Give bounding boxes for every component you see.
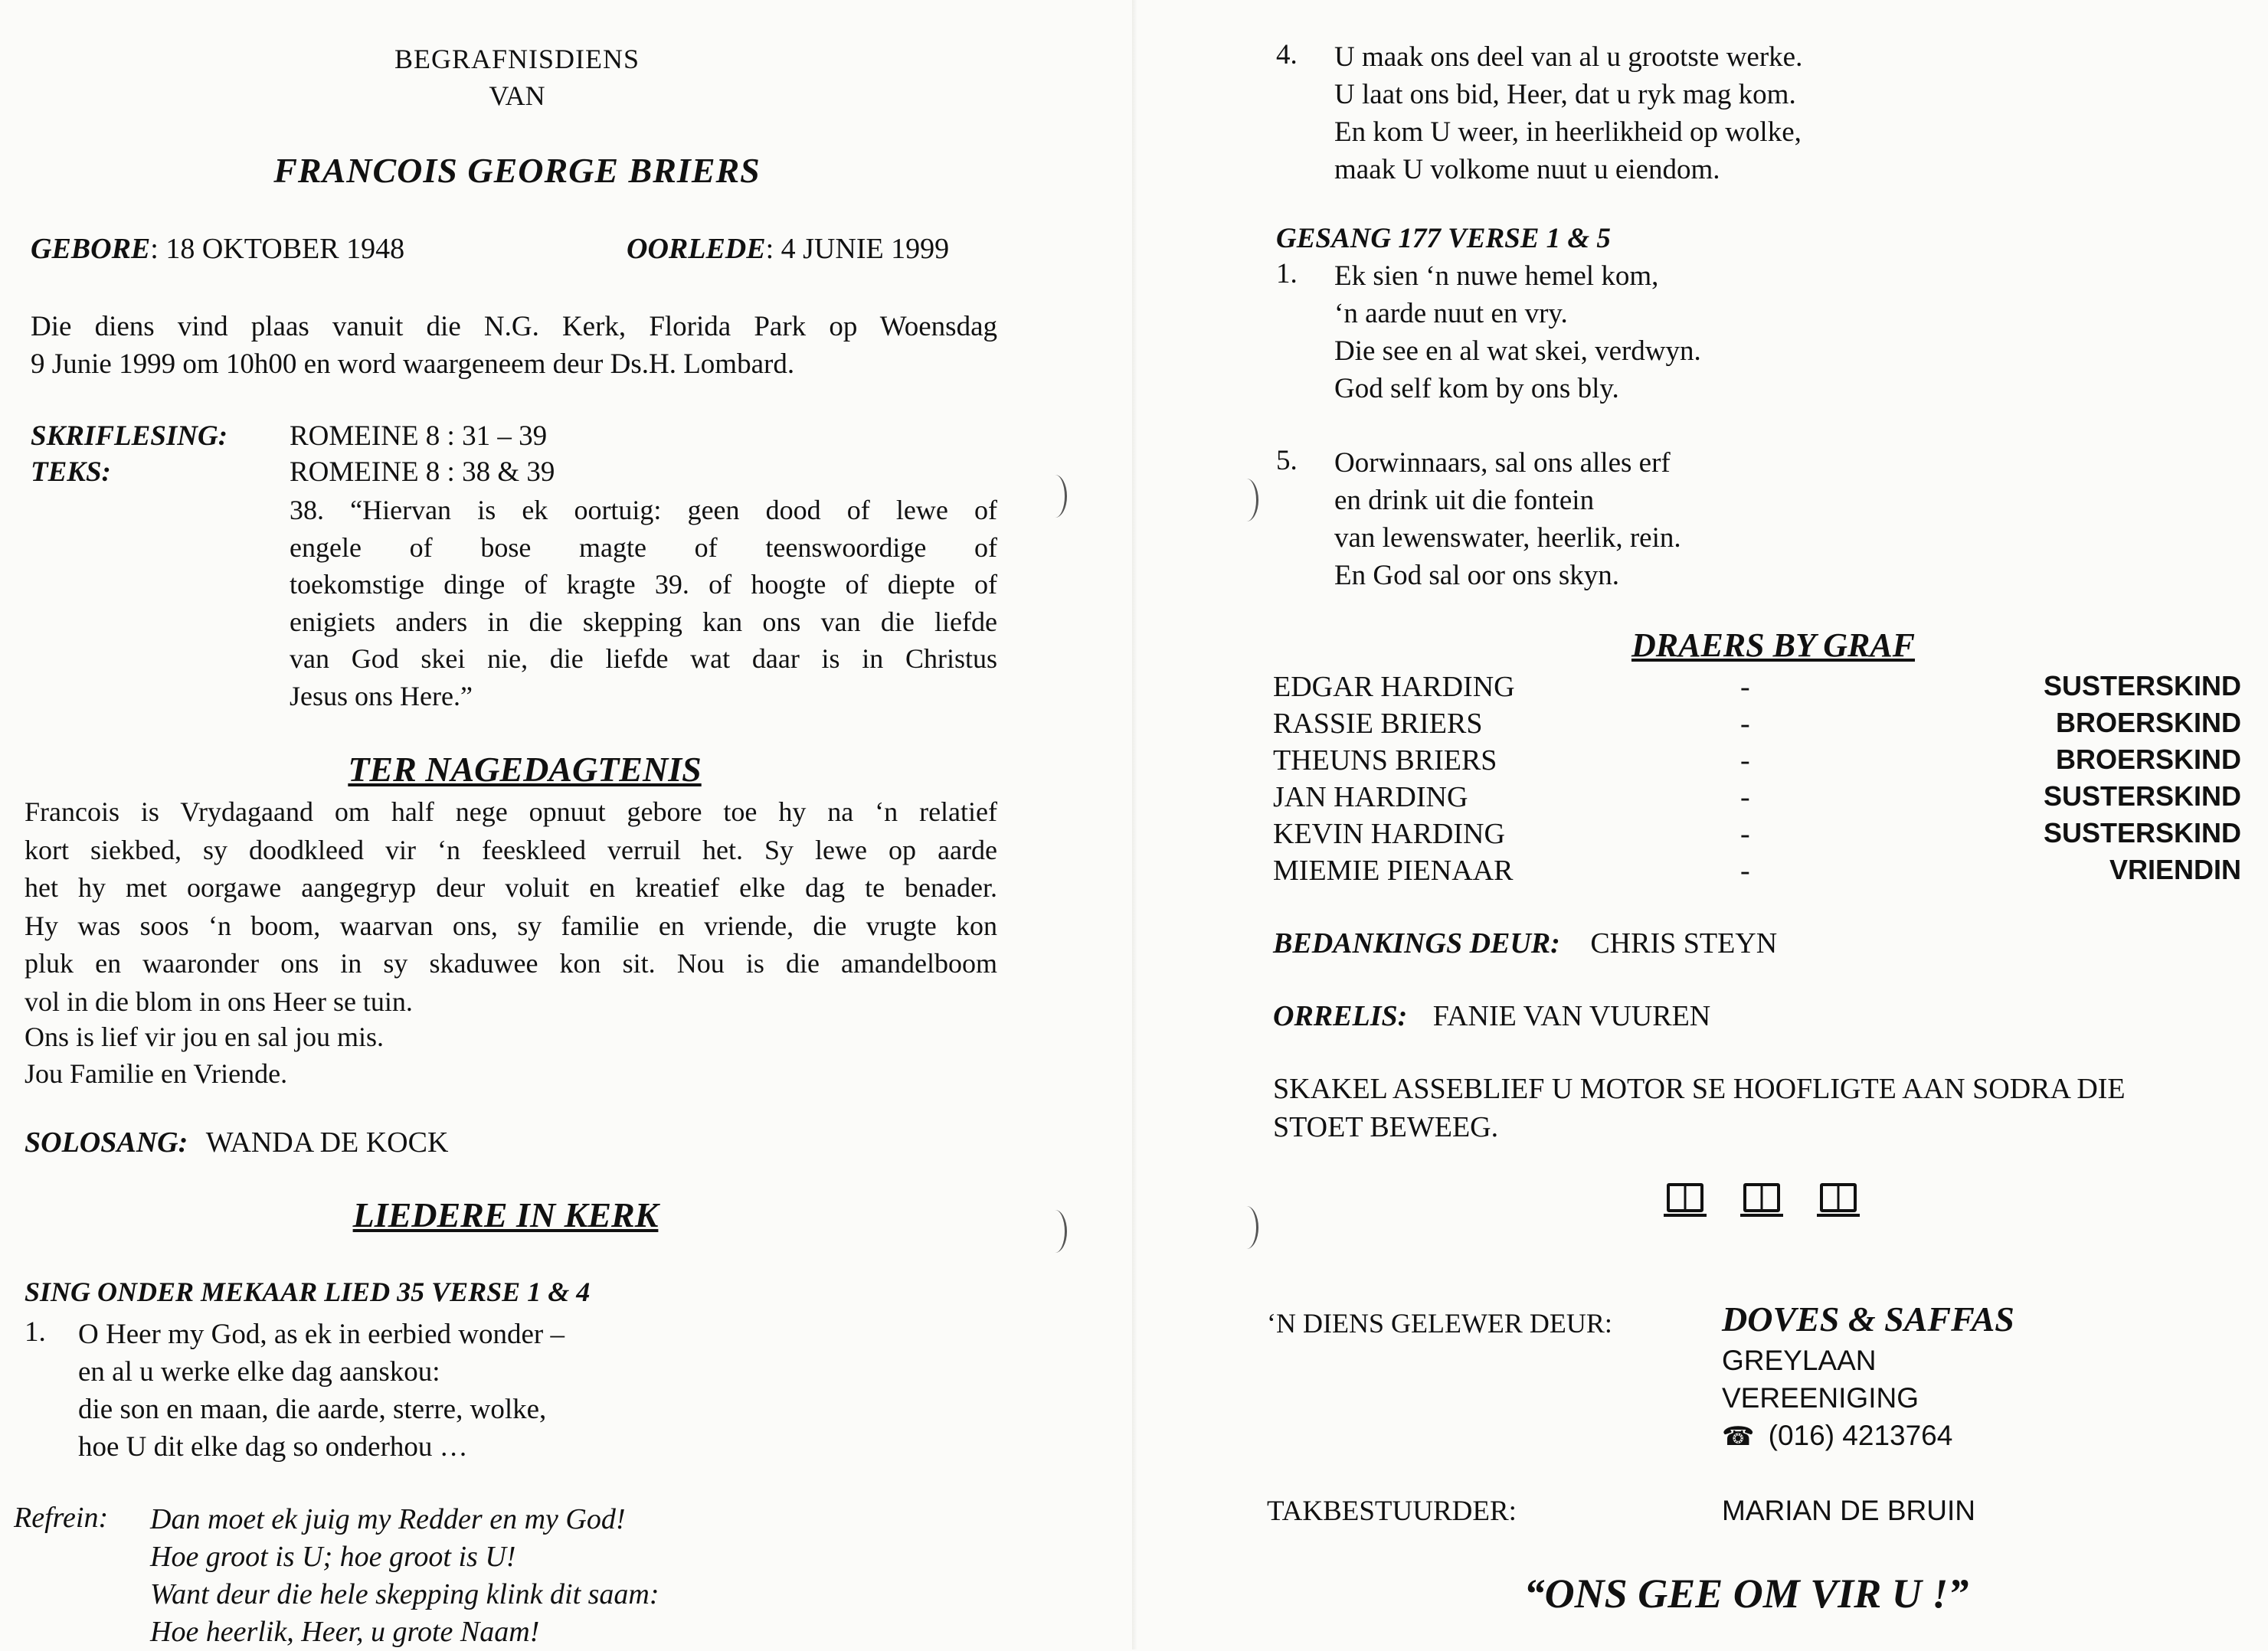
- refrain-line: Hoe heerlik, Heer, u grote Naam!: [150, 1616, 540, 1648]
- song-line: hoe U dit elke dag so onderhou …: [78, 1431, 468, 1463]
- bearer-dash: -: [1740, 781, 1750, 813]
- song2-verse1: [1334, 257, 1701, 407]
- organist-value: FANIE VAN VUUREN: [1432, 1000, 1711, 1032]
- ornament-row: [1609, 1183, 1915, 1216]
- song2-verse1-number: 1.: [1276, 258, 1298, 289]
- punch-hole-left-bottom: [1043, 1210, 1067, 1253]
- memorial-line: Francois is Vrydagaand om half nege opnuut gebore toe hy na ‘n relatief: [25, 796, 997, 827]
- song1-verse4: [1334, 38, 1802, 188]
- scripture-verse: [290, 492, 997, 714]
- bearer-name: EDGAR HARDING: [1273, 671, 1515, 703]
- verse-line: engele of bose magte of teenswoordige of: [290, 531, 997, 563]
- service-line: 9 Junie 1999 om 10h00 en word waargeneem deur Ds.H. Lombard.: [31, 348, 795, 380]
- refrain-line: Dan moet ek juig my Redder en my God!: [150, 1503, 626, 1535]
- bearer-dash: -: [1740, 744, 1750, 776]
- memorial-text: [25, 793, 997, 1021]
- bearer-relation: SUSTERSKIND: [2043, 780, 2241, 812]
- thanks-label: BEDANKINGS DEUR:: [1273, 927, 1560, 960]
- bearer-row: [1273, 780, 2241, 817]
- thanks-row: [1273, 927, 1777, 960]
- refrain-line: Hoe groot is U; hoe groot is U!: [150, 1541, 516, 1573]
- song2-title: GESANG 177 VERSE 1 & 5: [1276, 223, 1611, 254]
- bearers-heading: DRAERS BY GRAF: [1631, 626, 1916, 664]
- slogan: “ONS GEE OM VIR U !”: [1523, 1571, 1969, 1617]
- songs-heading: LIEDERE IN KERK: [352, 1195, 659, 1234]
- song-line: Ek sien ‘n nuwe hemel kom,: [1334, 260, 1659, 292]
- verse-line: enigiets anders in die skepping kan ons van die liefde: [290, 606, 997, 637]
- reading-value: ROMEINE 8 : 31 – 39: [290, 420, 548, 452]
- song-line: en drink uit die fontein: [1334, 485, 1595, 516]
- song2-verse5-number: 5.: [1276, 445, 1298, 476]
- open-book-icon: [1743, 1183, 1780, 1212]
- refrain-text: [150, 1501, 659, 1651]
- deceased-name: FRANCOIS GEORGE BRIERS: [273, 151, 761, 190]
- memorial-close-1: Ons is lief vir jou en sal jou mis.: [25, 1022, 384, 1052]
- company-address-1: GREYLAAN: [1722, 1345, 1877, 1376]
- bearer-dash: -: [1740, 671, 1750, 703]
- bearer-relation: BROERSKIND: [2055, 707, 2241, 738]
- song-line: van lewenswater, heerlik, rein.: [1334, 522, 1681, 554]
- born-label: GEBORE: [31, 233, 151, 265]
- song-line: ‘n aarde nuut en vry.: [1334, 298, 1568, 329]
- song-line: En God sal oor ons skyn.: [1334, 560, 1620, 591]
- bearer-row: [1273, 670, 2241, 707]
- bearer-row: [1273, 744, 2241, 780]
- telephone-icon: ☎: [1722, 1421, 1755, 1452]
- bearer-dash: -: [1740, 818, 1750, 850]
- open-book-icon: [1820, 1183, 1857, 1212]
- song-line: U laat ons bid, Heer, dat u ryk mag kom.: [1334, 79, 1796, 110]
- memorial-line: pluk en waaronder ons in sy skaduwee kon sit. Nou is die amandelboom: [25, 948, 997, 979]
- text-value: ROMEINE 8 : 38 & 39: [290, 456, 555, 488]
- manager-value: MARIAN DE BRUIN: [1722, 1495, 1975, 1526]
- song-line: die son en maan, die aarde, sterre, wolke,: [78, 1394, 547, 1425]
- bearer-name: RASSIE BRIERS: [1273, 708, 1483, 740]
- song-line: en al u werke elke dag aanskou:: [78, 1356, 440, 1388]
- punch-hole-left-top: [1043, 475, 1067, 518]
- died-row: OORLEDE: 4 JUNIE 1999: [627, 233, 950, 265]
- page-fold: [1132, 0, 1137, 1649]
- refrain-line: Want deur die hele skepping klink dit saam:: [150, 1578, 659, 1610]
- memorial-close-2: Jou Familie en Vriende.: [25, 1058, 288, 1089]
- bearer-row: [1273, 817, 2241, 854]
- born-row: GEBORE: 18 OKTOBER 1948: [31, 233, 405, 265]
- notice-line-1: SKAKEL ASSEBLIEF U MOTOR SE HOOFLIGTE AAN SODRA DIE: [1273, 1073, 2126, 1105]
- bearer-row: [1273, 854, 2241, 891]
- bearer-dash: -: [1740, 855, 1750, 887]
- verse-line: toekomstige dinge of kragte 39. of hoogte of diepte of: [290, 569, 997, 600]
- service-by-label: ‘N DIENS GELEWER DEUR:: [1267, 1308, 1612, 1339]
- song-line: God self kom by ons bly.: [1334, 373, 1619, 404]
- memorial-line: het hy met oorgawe aangegryp deur voluit en kreatief elke dag te benader.: [25, 872, 997, 903]
- bearer-relation: VRIENDIN: [2109, 854, 2241, 885]
- notice-line-2: STOET BEWEEG.: [1273, 1111, 1499, 1143]
- verse-line: van God skei nie, die liefde wat daar is in Christus: [290, 643, 997, 674]
- solo-label: SOLOSANG:: [25, 1126, 188, 1159]
- bearer-name: KEVIN HARDING: [1273, 818, 1505, 850]
- song1-title: SING ONDER MEKAAR LIED 35 VERSE 1 & 4: [25, 1277, 591, 1307]
- song1-verse4-number: 4.: [1276, 39, 1298, 70]
- company-address-2: VEREENIGING: [1722, 1382, 1919, 1414]
- punch-hole-right-top: [1235, 479, 1258, 521]
- bearer-relation: BROERSKIND: [2055, 744, 2241, 775]
- thanks-value: CHRIS STEYN: [1590, 927, 1778, 960]
- memorial-line: vol in die blom in ons Heer se tuin.: [25, 986, 413, 1017]
- song-line: O Heer my God, as ek in eerbied wonder –: [78, 1319, 565, 1350]
- open-book-icon: [1667, 1183, 1703, 1212]
- refrain-label: Refrein:: [14, 1502, 109, 1534]
- organist-row: [1273, 999, 1710, 1033]
- bearer-relation: SUSTERSKIND: [2043, 817, 2241, 848]
- header-line-2: VAN: [489, 80, 545, 111]
- organist-label: ORRELIS:: [1273, 1000, 1408, 1032]
- died-label: OORLEDE: [627, 233, 766, 265]
- song-line: En kom U weer, in heerlikheid op wolke,: [1334, 116, 1802, 148]
- song1-verse1: [78, 1316, 565, 1466]
- bearer-name: MIEMIE PIENAAR: [1273, 855, 1514, 887]
- company-phone: (016) 4213764: [1768, 1420, 1953, 1451]
- song-line: Die see en al wat skei, verdwyn.: [1334, 335, 1701, 367]
- song-line: U maak ons deel van al u grootste werke.: [1334, 41, 1803, 73]
- memorial-heading: TER NAGEDAGTENIS: [348, 750, 702, 789]
- solo-value: WANDA DE KOCK: [205, 1126, 449, 1159]
- bearer-name: THEUNS BRIERS: [1273, 744, 1497, 776]
- memorial-line: Hy was soos ‘n boom, waarvan ons, sy familie en vriende, die vrugte kon: [25, 910, 997, 941]
- reading-label: SKRIFLESING:: [31, 420, 228, 452]
- manager-label: TAKBESTUURDER:: [1267, 1496, 1517, 1527]
- punch-hole-right-bottom: [1235, 1206, 1258, 1249]
- born-date: 18 OKTOBER 1948: [165, 233, 405, 265]
- text-label: TEKS:: [31, 456, 111, 488]
- memorial-line: kort siekbed, sy doodkleed vir ‘n feeskleed verruil het. Sy lewe op aarde: [25, 834, 997, 865]
- verse-line: Jesus ons Here.”: [290, 680, 473, 711]
- song1-verse1-number: 1.: [25, 1316, 46, 1348]
- died-date: 4 JUNIE 1999: [781, 233, 950, 265]
- solo-row: [25, 1126, 448, 1159]
- company-phone-row: [1722, 1420, 1952, 1452]
- bearer-row: [1273, 707, 2241, 744]
- service-paragraph: [31, 308, 997, 383]
- bearer-dash: -: [1740, 708, 1750, 740]
- song-line: Oorwinnaars, sal ons alles erf: [1334, 447, 1671, 479]
- song-line: maak U volkome nuut u eiendom.: [1334, 154, 1720, 185]
- service-line: Die diens vind plaas vanuit die N.G. Kerk, Florida Park op Woensdag: [31, 311, 997, 342]
- song2-verse5: [1334, 444, 1681, 594]
- header-line-1: BEGRAFNISDIENS: [394, 44, 640, 74]
- verse-line: 38. “Hiervan is ek oortuig: geen dood of lewe of: [290, 495, 997, 525]
- bearer-relation: SUSTERSKIND: [2043, 670, 2241, 701]
- company-name: DOVES & SAFFAS: [1722, 1300, 2014, 1339]
- bearer-name: JAN HARDING: [1273, 781, 1468, 813]
